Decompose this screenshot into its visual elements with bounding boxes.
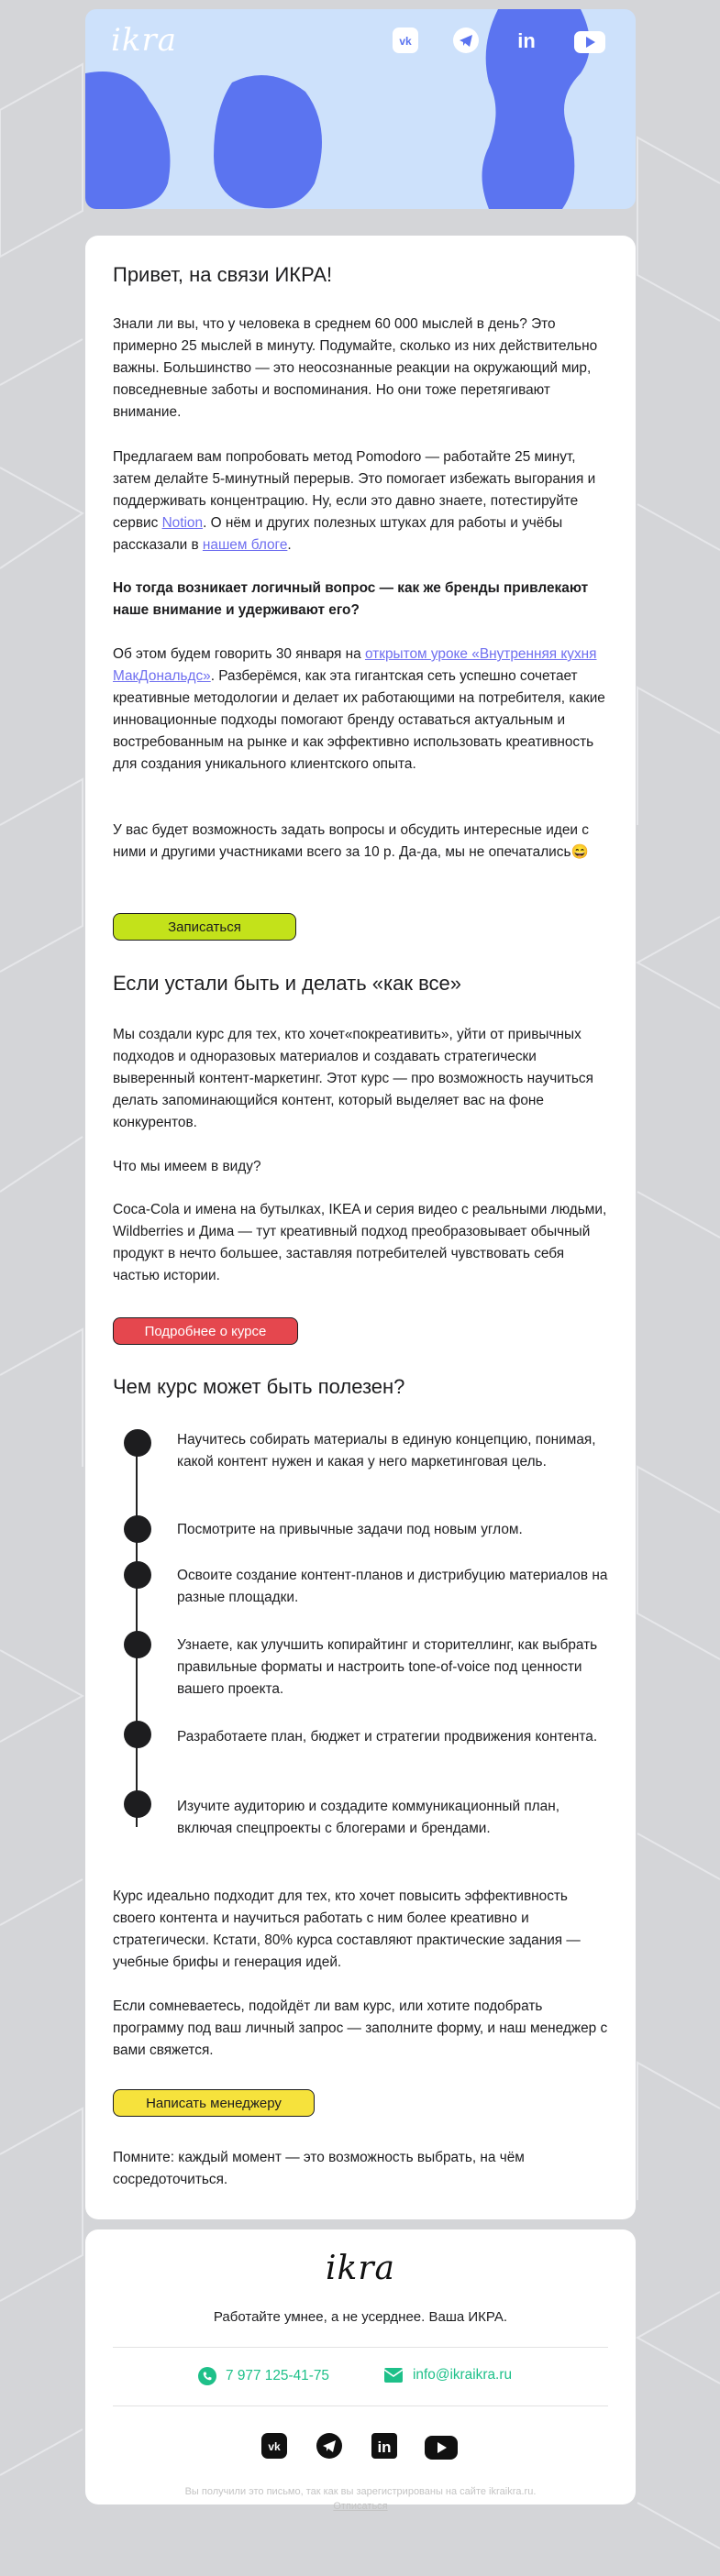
signup-button[interactable]: Записаться <box>113 913 296 941</box>
linkedin-icon[interactable] <box>371 2433 397 2459</box>
timeline-dot <box>124 1721 151 1748</box>
benefit-text: Научитесь собирать материалы в единую концепцию, понимая, какой контент нужен и какая у него маркетинговая цель. <box>177 1432 596 1470</box>
telegram-icon[interactable] <box>316 2433 342 2459</box>
intro-paragraph-1: Знали ли вы, что у человека в среднем 60 000 мыслей в день? Это примерно 25 мыслей в минуту. Подумайте, сколько из них действительно важны. Большинство — это неосознанные реакции на окружающий мир, повседневные заботы и воспоминания. Но они тоже перетягивают внимание. <box>113 316 598 420</box>
svg-text:vk: vk <box>399 35 412 48</box>
course-paragraph-1: Мы создали курс для тех, кто хочет«покреативить», уйти от привычных подходов и одноразовых материалов и создавать стратегически выверенный контент-маркетинг. Этот курс — про возможность научиться делать запоминающийся контент, который выделяет вас на фоне конкурентов. <box>113 1027 593 1130</box>
youtube-icon[interactable] <box>574 29 605 55</box>
intro-p4-text-a: Об этом будем говорить 30 января на <box>113 646 365 662</box>
vk-icon[interactable] <box>261 2433 287 2459</box>
benefit-text: Разработаете план, бюджет и стратегии продвижения контента. <box>177 1729 598 1745</box>
intro-paragraph-2 <box>113 446 608 556</box>
linkedin-icon[interactable] <box>514 28 539 53</box>
phone-icon <box>198 2367 216 2385</box>
timeline-dot <box>124 1790 151 1818</box>
footer-notice: Вы получили это письмо, так как вы зарегистрированы на сайте ikraikra.ru. <box>184 2486 537 2497</box>
svg-text:in: in <box>377 2438 392 2456</box>
intro-question-bold: Но тогда возникает логичный вопрос — как же бренды привлекают наше внимание и удерживают его? <box>113 580 589 618</box>
email-contact[interactable] <box>383 2367 512 2383</box>
course-details-button[interactable]: Подробнее о курсе <box>113 1317 298 1345</box>
benefit-text: Освоите создание контент-планов и дистрибуцию материалов на разные площадки. <box>177 1568 608 1605</box>
blog-link[interactable]: нашем блоге <box>202 537 288 553</box>
footer-divider-bottom <box>113 2405 608 2406</box>
timeline-dot <box>124 1631 151 1658</box>
email-header-banner <box>85 9 636 209</box>
intro-paragraph-4 <box>113 644 608 776</box>
email-footer <box>85 2229 636 2512</box>
intro-p2-text-b: . О нём и других полезных штуках для работы и учёбы рассказали в <box>113 515 563 553</box>
timeline-dot <box>124 1561 151 1589</box>
notion-link[interactable]: Notion <box>161 515 204 531</box>
benefit-text: Посмотрите на привычные задачи под новым углом. <box>177 1522 523 1537</box>
youtube-icon[interactable] <box>425 2435 458 2460</box>
timeline-dot <box>124 1429 151 1457</box>
outro-paragraph-3: Помните: каждый момент — это возможность выбрать, на чём сосредоточиться. <box>113 2150 525 2187</box>
footer-logo[interactable]: ikra <box>326 2250 395 2287</box>
intro-p4-text-b: . Разберёмся, как эта гигантская сеть успешно сочетает креативные методологии и делает их работающими на потребителя, какие инновационные подходы помогают бренду оставаться актуальным и востребованным на рынке и как эффективно использовать креативность для создания уникального клиентского опыта. <box>113 668 605 772</box>
timeline-dot <box>124 1515 151 1543</box>
benefit-text: Узнаете, как улучшить копирайтинг и сторителлинг, как выбрать правильные форматы и настроить tone-of-voice под ценности вашего проекта. <box>177 1637 598 1697</box>
outro-paragraph-1: Курс идеально подходит для тех, кто хочет повысить эффективность своего контента и научиться работать с ним более креативно и стратегически. Кстати, 80% курса составляют практические задания — учебные брифы и генерация идей. <box>113 1888 581 1970</box>
course-paragraph-2: Что мы имеем в виду? <box>113 1159 261 1174</box>
vk-icon[interactable] <box>393 28 418 53</box>
email-content-card <box>85 236 636 2219</box>
telegram-icon[interactable] <box>453 28 479 53</box>
svg-text:in: in <box>517 29 536 52</box>
footer-tagline: Работайте умнее, а не усерднее. Ваша ИКРА. <box>213 2309 508 2325</box>
benefits-heading: Чем курс может быть полезен? <box>113 1375 405 1398</box>
svg-text:vk: vk <box>268 2440 281 2453</box>
phone-contact[interactable] <box>198 2367 329 2385</box>
benefit-text: Изучите аудиторию и создадите коммуникационный план, включая спецпроекты с блогерами и брендами. <box>177 1799 559 1836</box>
greeting-heading: Привет, на связи ИКРА! <box>113 263 333 286</box>
course-heading: Если устали быть и делать «как все» <box>113 972 461 995</box>
contact-manager-button[interactable]: Написать менеджеру <box>113 2089 315 2117</box>
course-paragraph-3: Coca-Cola и имена на бутылках, IKEA и серия видео с реальными людьми, Wildberries и Дима — тут креативный подход преобразовывает обычный продукт в нечто большее, заставляя потребителей чувствовать себя частью истории. <box>113 1202 607 1283</box>
open-lesson-link[interactable]: открытом уроке «Внутренняя кухня МакДональдс» <box>113 646 597 684</box>
intro-p2-text-c: . <box>287 537 292 553</box>
header-logo[interactable]: ikra <box>111 22 177 59</box>
intro-p2-text-a: Предлагаем вам попробовать метод Pomodoro — работайте 25 минут, затем делайте 5-минутный перерыв. Это помогает избежать выгорания и поддерживать концентрацию. Ну, если это давно знаете, потестируйте сервис <box>113 449 596 531</box>
mail-icon <box>383 2367 404 2383</box>
outro-paragraph-2: Если сомневаетесь, подойдёт ли вам курс, или хотите подобрать программу под ваш личный запрос — заполните форму, и наш менеджер с вами свяжется. <box>113 1998 608 2058</box>
phone-number[interactable]: 7 977 125-41-75 <box>226 2368 329 2383</box>
footer-divider-top <box>113 2347 608 2348</box>
email-address[interactable]: info@ikraikra.ru <box>413 2367 512 2383</box>
unsubscribe-link[interactable]: Отписаться <box>333 2501 388 2512</box>
intro-paragraph-5: У вас будет возможность задать вопросы и обсудить интересные идеи с ними и другими участниками всего за 10 р. Да-да, мы не опечатались😄 <box>113 822 589 860</box>
